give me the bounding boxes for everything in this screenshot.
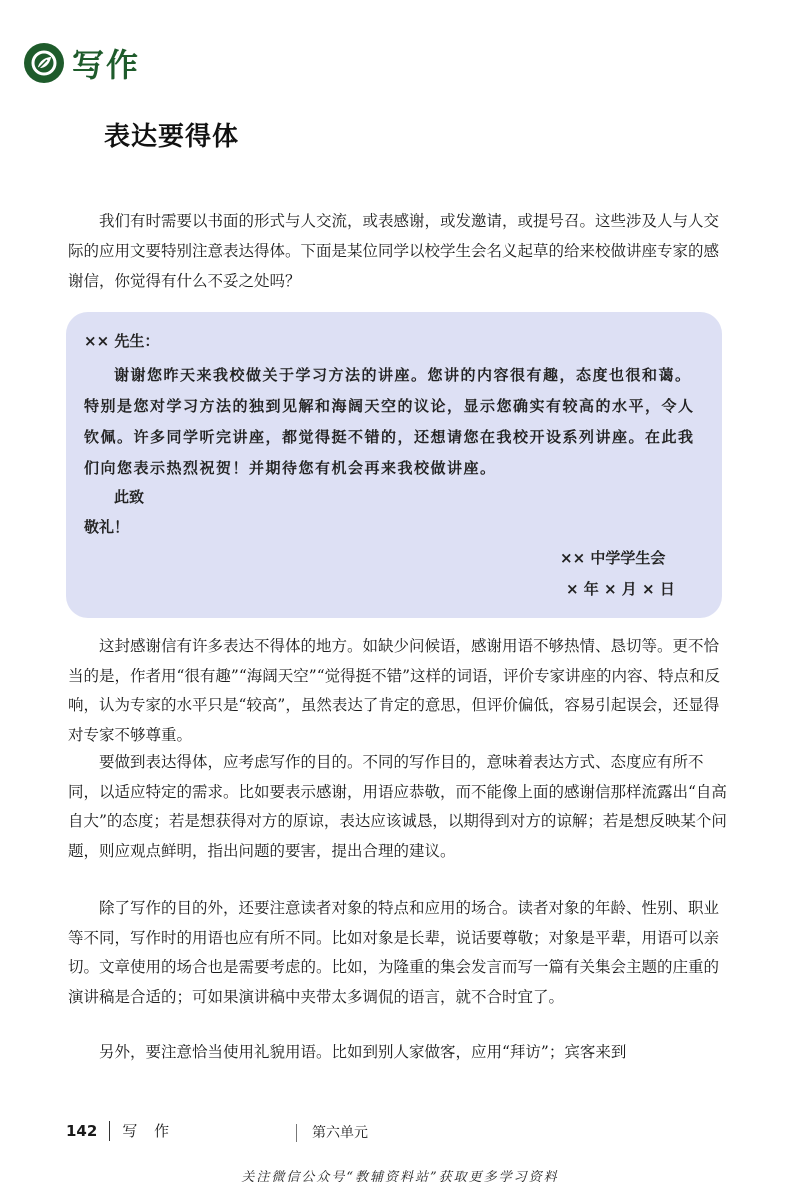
body-paragraph-3: 除了写作的目的外，还要注意读者对象的特点和应用的场合。读者对象的年龄、性别、职业等不同，写作时的用语也应有所不同。比如对象是长辈，说话要尊敬；对象是平辈，用语可以亲切。文章使用的场合也是需要考虑的。比如，为隆重的集会发言而写一篇有关集会主题的庄重的演讲稿是合适的；可如果演讲稿中夹带太多调侃的语言，就不合时宜了。 xyxy=(68,899,720,1006)
page-footer xyxy=(66,1120,175,1141)
footer-unit: 第六单元 xyxy=(312,1125,368,1141)
leaf-circle-icon xyxy=(24,43,64,83)
letter-body: 谢谢您昨天来我校做关于学习方法的讲座。您讲的内容很有趣，态度也很和蔼。特别是您对学习方法的独到见解和海阔天空的议论，显示您确实有较高的水平，令人钦佩。许多同学听完讲座，都觉得挺不错的，还想请您在我校开设系列讲座。在此我们向您表示热烈祝贺！并期待您有机会再来我校做讲座。 xyxy=(84,366,695,477)
page-number: 142 xyxy=(66,1121,98,1140)
letter-salutation: ×× 先生： xyxy=(84,332,160,350)
section-title: 写作 xyxy=(72,46,141,84)
letter-signature: ×× 中学学生会 xyxy=(560,549,666,567)
section-header xyxy=(24,40,140,86)
footer-divider xyxy=(109,1121,110,1141)
intro-paragraph: 我们有时需要以书面的形式与人交流，或表感谢，或发邀请，或提号召。这些涉及人与人交际的应用文要特别注意表达得体。下面是某位同学以校学生会名义起草的给来校做讲座专家的感谢信，你觉得有什么不妥之处吗？ xyxy=(68,212,720,290)
letter-date: × 年 × 月 × 日 xyxy=(566,580,675,598)
watermark-text: 关注微信公众号“教辅资料站”获取更多学习资料 xyxy=(241,1170,559,1185)
footer-divider-2 xyxy=(296,1124,297,1142)
body-paragraph-4: 另外，要注意恰当使用礼貌用语。比如到别人家做客，应用“拜访”；宾客来到 xyxy=(99,1043,627,1061)
page-title: 表达要得体 xyxy=(104,122,240,152)
body-paragraph-1: 这封感谢信有许多表达不得体的地方。如缺少问候语，感谢用语不够热情、恳切等。更不恰当的是，作者用“很有趣”“海阔天空”“觉得挺不错”这样的词语，评价专家讲座的内容、特点和反响，认为专家的水平只是“较高”，虽然表达了肯定的意思，但评价偏低，容易引起误会，还显得对专家不够尊重。 xyxy=(68,637,721,744)
body-paragraph-2: 要做到表达得体，应考虑写作的目的。不同的写作目的，意味着表达方式、态度应有所不同，以适应特定的需求。比如要表示感谢，用语应恭敬，而不能像上面的感谢信那样流露出“自高自大”的态度；若是想获得对方的原谅，表达应该诚恳，以期得到对方的谅解；若是想反映某个问题，则应观点鲜明，指出问题的要害，提出合理的建议。 xyxy=(68,753,727,860)
letter-closing-1: 此致 xyxy=(114,488,145,506)
footer-section: 写 作 xyxy=(122,1122,176,1140)
letter-closing-2: 敬礼！ xyxy=(84,518,130,536)
